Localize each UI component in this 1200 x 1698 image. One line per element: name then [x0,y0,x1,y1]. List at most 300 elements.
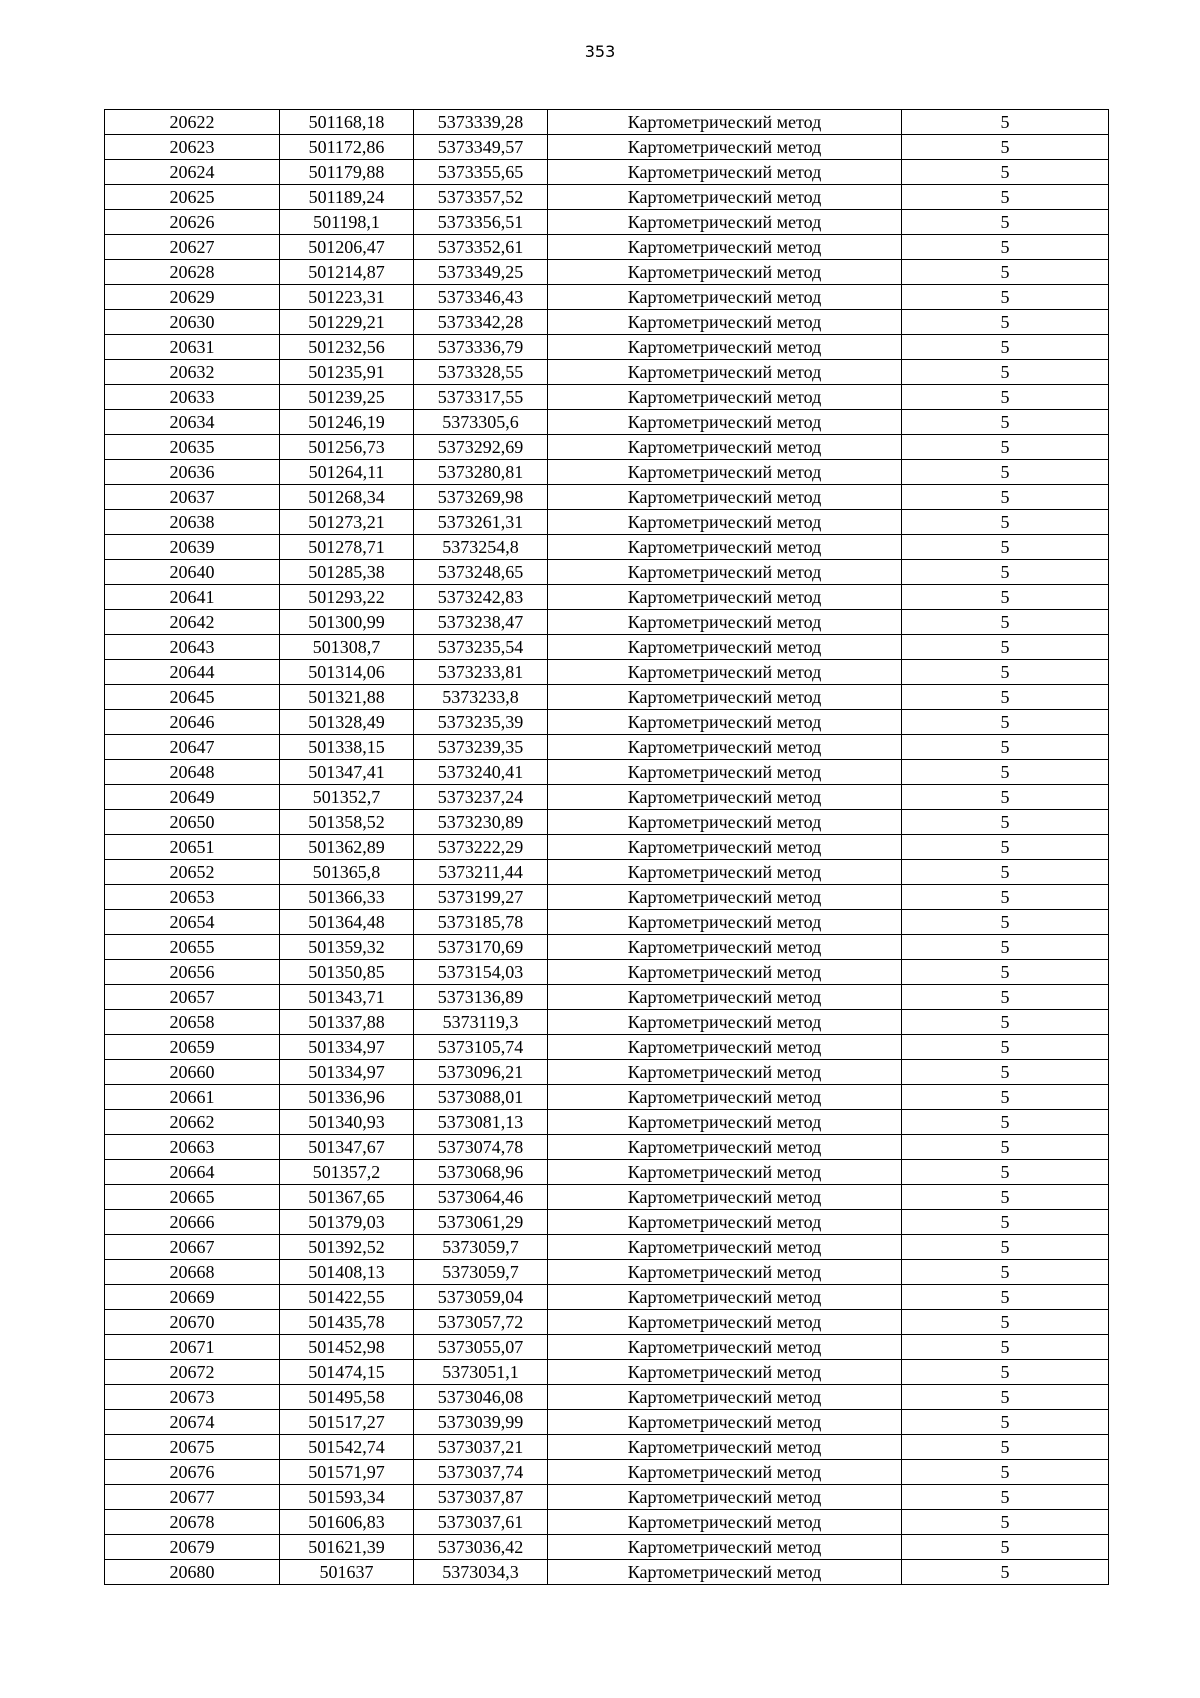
x-coordinate-cell: 501593,34 [280,1485,414,1510]
table-row [105,760,1109,785]
point-number-cell: 20668 [105,1260,280,1285]
accuracy-cell: 5 [902,460,1109,485]
table-row [105,1110,1109,1135]
table-row [105,1210,1109,1235]
table-row [105,235,1109,260]
method-cell: Картометрический метод [548,435,902,460]
method-cell: Картометрический метод [548,460,902,485]
y-coordinate-cell: 5373240,41 [414,760,548,785]
table-row [105,210,1109,235]
table-row [105,1185,1109,1210]
table-row [105,835,1109,860]
method-cell: Картометрический метод [548,385,902,410]
x-coordinate-cell: 501365,8 [280,860,414,885]
y-coordinate-cell: 5373034,3 [414,1560,548,1585]
x-coordinate-cell: 501308,7 [280,635,414,660]
method-cell: Картометрический метод [548,1460,902,1485]
y-coordinate-cell: 5373328,55 [414,360,548,385]
method-cell: Картометрический метод [548,985,902,1010]
table-row [105,310,1109,335]
table-row [105,1310,1109,1335]
point-number-cell: 20656 [105,960,280,985]
method-cell: Картометрический метод [548,935,902,960]
y-coordinate-cell: 5373037,21 [414,1435,548,1460]
method-cell: Картометрический метод [548,560,902,585]
y-coordinate-cell: 5373064,46 [414,1185,548,1210]
method-cell: Картометрический метод [548,1310,902,1335]
method-cell: Картометрический метод [548,710,902,735]
x-coordinate-cell: 501359,32 [280,935,414,960]
y-coordinate-cell: 5373261,31 [414,510,548,535]
y-coordinate-cell: 5373211,44 [414,860,548,885]
y-coordinate-cell: 5373119,3 [414,1010,548,1035]
x-coordinate-cell: 501366,33 [280,885,414,910]
accuracy-cell: 5 [902,1485,1109,1510]
accuracy-cell: 5 [902,1110,1109,1135]
y-coordinate-cell: 5373248,65 [414,560,548,585]
table-row [105,1360,1109,1385]
point-number-cell: 20658 [105,1010,280,1035]
table-row [105,1135,1109,1160]
y-coordinate-cell: 5373342,28 [414,310,548,335]
table-row [105,1285,1109,1310]
point-number-cell: 20633 [105,385,280,410]
x-coordinate-cell: 501172,86 [280,135,414,160]
point-number-cell: 20663 [105,1135,280,1160]
accuracy-cell: 5 [902,1510,1109,1535]
y-coordinate-cell: 5373039,99 [414,1410,548,1435]
method-cell: Картометрический метод [548,135,902,160]
y-coordinate-cell: 5373237,24 [414,785,548,810]
table-row [105,410,1109,435]
x-coordinate-cell: 501206,47 [280,235,414,260]
x-coordinate-cell: 501223,31 [280,285,414,310]
point-number-cell: 20647 [105,735,280,760]
y-coordinate-cell: 5373357,52 [414,185,548,210]
x-coordinate-cell: 501474,15 [280,1360,414,1385]
coordinates-table-body [105,110,1109,1585]
table-row [105,1060,1109,1085]
x-coordinate-cell: 501232,56 [280,335,414,360]
x-coordinate-cell: 501606,83 [280,1510,414,1535]
y-coordinate-cell: 5373336,79 [414,335,548,360]
point-number-cell: 20671 [105,1335,280,1360]
point-number-cell: 20677 [105,1485,280,1510]
point-number-cell: 20645 [105,685,280,710]
y-coordinate-cell: 5373239,35 [414,735,548,760]
point-number-cell: 20670 [105,1310,280,1335]
coordinates-table [104,109,1109,1585]
x-coordinate-cell: 501278,71 [280,535,414,560]
method-cell: Картометрический метод [548,1260,902,1285]
accuracy-cell: 5 [902,1235,1109,1260]
method-cell: Картометрический метод [548,1435,902,1460]
table-row [105,435,1109,460]
y-coordinate-cell: 5373074,78 [414,1135,548,1160]
method-cell: Картометрический метод [548,910,902,935]
method-cell: Картометрический метод [548,410,902,435]
point-number-cell: 20640 [105,560,280,585]
point-number-cell: 20623 [105,135,280,160]
y-coordinate-cell: 5373185,78 [414,910,548,935]
point-number-cell: 20629 [105,285,280,310]
y-coordinate-cell: 5373061,29 [414,1210,548,1235]
table-row [105,1335,1109,1360]
table-row [105,260,1109,285]
method-cell: Картометрический метод [548,310,902,335]
y-coordinate-cell: 5373046,08 [414,1385,548,1410]
method-cell: Картометрический метод [548,1010,902,1035]
method-cell: Картометрический метод [548,110,902,135]
accuracy-cell: 5 [902,935,1109,960]
point-number-cell: 20667 [105,1235,280,1260]
point-number-cell: 20636 [105,460,280,485]
table-row [105,1260,1109,1285]
method-cell: Картометрический метод [548,1160,902,1185]
point-number-cell: 20641 [105,585,280,610]
method-cell: Картометрический метод [548,610,902,635]
accuracy-cell: 5 [902,585,1109,610]
accuracy-cell: 5 [902,410,1109,435]
y-coordinate-cell: 5373105,74 [414,1035,548,1060]
method-cell: Картометрический метод [548,785,902,810]
table-row [105,1385,1109,1410]
method-cell: Картометрический метод [548,1135,902,1160]
x-coordinate-cell: 501229,21 [280,310,414,335]
y-coordinate-cell: 5373088,01 [414,1085,548,1110]
method-cell: Картометрический метод [548,535,902,560]
method-cell: Картометрический метод [548,1410,902,1435]
table-row [105,685,1109,710]
y-coordinate-cell: 5373059,7 [414,1235,548,1260]
x-coordinate-cell: 501321,88 [280,685,414,710]
x-coordinate-cell: 501214,87 [280,260,414,285]
method-cell: Картометрический метод [548,760,902,785]
point-number-cell: 20634 [105,410,280,435]
x-coordinate-cell: 501621,39 [280,1535,414,1560]
method-cell: Картометрический метод [548,810,902,835]
y-coordinate-cell: 5373305,6 [414,410,548,435]
point-number-cell: 20625 [105,185,280,210]
table-row [105,360,1109,385]
y-coordinate-cell: 5373055,07 [414,1335,548,1360]
x-coordinate-cell: 501452,98 [280,1335,414,1360]
x-coordinate-cell: 501337,88 [280,1010,414,1035]
x-coordinate-cell: 501285,38 [280,560,414,585]
accuracy-cell: 5 [902,160,1109,185]
x-coordinate-cell: 501571,97 [280,1460,414,1485]
x-coordinate-cell: 501435,78 [280,1310,414,1335]
x-coordinate-cell: 501350,85 [280,960,414,985]
y-coordinate-cell: 5373096,21 [414,1060,548,1085]
point-number-cell: 20639 [105,535,280,560]
accuracy-cell: 5 [902,1085,1109,1110]
method-cell: Картометрический метод [548,235,902,260]
y-coordinate-cell: 5373254,8 [414,535,548,560]
point-number-cell: 20676 [105,1460,280,1485]
x-coordinate-cell: 501300,99 [280,610,414,635]
table-row [105,860,1109,885]
accuracy-cell: 5 [902,1135,1109,1160]
point-number-cell: 20635 [105,435,280,460]
table-row [105,185,1109,210]
x-coordinate-cell: 501392,52 [280,1235,414,1260]
method-cell: Картометрический метод [548,260,902,285]
accuracy-cell: 5 [902,1460,1109,1485]
accuracy-cell: 5 [902,1435,1109,1460]
table-row [105,1410,1109,1435]
point-number-cell: 20661 [105,1085,280,1110]
accuracy-cell: 5 [902,360,1109,385]
method-cell: Картометрический метод [548,835,902,860]
y-coordinate-cell: 5373036,42 [414,1535,548,1560]
accuracy-cell: 5 [902,1560,1109,1585]
y-coordinate-cell: 5373242,83 [414,585,548,610]
table-row [105,1510,1109,1535]
accuracy-cell: 5 [902,760,1109,785]
point-number-cell: 20626 [105,210,280,235]
x-coordinate-cell: 501328,49 [280,710,414,735]
method-cell: Картометрический метод [548,1360,902,1385]
y-coordinate-cell: 5373269,98 [414,485,548,510]
x-coordinate-cell: 501239,25 [280,385,414,410]
point-number-cell: 20657 [105,985,280,1010]
x-coordinate-cell: 501637 [280,1560,414,1585]
accuracy-cell: 5 [902,660,1109,685]
method-cell: Картометрический метод [548,885,902,910]
table-row [105,1010,1109,1035]
accuracy-cell: 5 [902,1060,1109,1085]
y-coordinate-cell: 5373051,1 [414,1360,548,1385]
method-cell: Картометрический метод [548,685,902,710]
x-coordinate-cell: 501358,52 [280,810,414,835]
y-coordinate-cell: 5373352,61 [414,235,548,260]
x-coordinate-cell: 501189,24 [280,185,414,210]
point-number-cell: 20648 [105,760,280,785]
table-row [105,1235,1109,1260]
x-coordinate-cell: 501379,03 [280,1210,414,1235]
y-coordinate-cell: 5373170,69 [414,935,548,960]
x-coordinate-cell: 501179,88 [280,160,414,185]
x-coordinate-cell: 501362,89 [280,835,414,860]
point-number-cell: 20666 [105,1210,280,1235]
accuracy-cell: 5 [902,485,1109,510]
accuracy-cell: 5 [902,1285,1109,1310]
point-number-cell: 20662 [105,1110,280,1135]
y-coordinate-cell: 5373235,54 [414,635,548,660]
y-coordinate-cell: 5373317,55 [414,385,548,410]
table-row [105,885,1109,910]
y-coordinate-cell: 5373068,96 [414,1160,548,1185]
y-coordinate-cell: 5373037,87 [414,1485,548,1510]
accuracy-cell: 5 [902,1360,1109,1385]
point-number-cell: 20643 [105,635,280,660]
accuracy-cell: 5 [902,910,1109,935]
point-number-cell: 20674 [105,1410,280,1435]
method-cell: Картометрический метод [548,185,902,210]
method-cell: Картометрический метод [548,360,902,385]
point-number-cell: 20679 [105,1535,280,1560]
point-number-cell: 20652 [105,860,280,885]
method-cell: Картометрический метод [548,1485,902,1510]
method-cell: Картометрический метод [548,860,902,885]
method-cell: Картометрический метод [548,1210,902,1235]
table-row [105,585,1109,610]
table-row [105,160,1109,185]
y-coordinate-cell: 5373059,7 [414,1260,548,1285]
table-row [105,535,1109,560]
y-coordinate-cell: 5373349,57 [414,135,548,160]
method-cell: Картометрический метод [548,1235,902,1260]
accuracy-cell: 5 [902,1160,1109,1185]
point-number-cell: 20655 [105,935,280,960]
accuracy-cell: 5 [902,1535,1109,1560]
x-coordinate-cell: 501343,71 [280,985,414,1010]
method-cell: Картометрический метод [548,585,902,610]
y-coordinate-cell: 5373292,69 [414,435,548,460]
x-coordinate-cell: 501246,19 [280,410,414,435]
x-coordinate-cell: 501293,22 [280,585,414,610]
table-row [105,985,1109,1010]
table-row [105,1035,1109,1060]
accuracy-cell: 5 [902,385,1109,410]
y-coordinate-cell: 5373222,29 [414,835,548,860]
point-number-cell: 20680 [105,1560,280,1585]
y-coordinate-cell: 5373233,81 [414,660,548,685]
accuracy-cell: 5 [902,185,1109,210]
method-cell: Картометрический метод [548,1035,902,1060]
y-coordinate-cell: 5373136,89 [414,985,548,1010]
method-cell: Картометрический метод [548,510,902,535]
y-coordinate-cell: 5373280,81 [414,460,548,485]
x-coordinate-cell: 501495,58 [280,1385,414,1410]
table-row [105,910,1109,935]
point-number-cell: 20654 [105,910,280,935]
point-number-cell: 20675 [105,1435,280,1460]
point-number-cell: 20622 [105,110,280,135]
point-number-cell: 20631 [105,335,280,360]
y-coordinate-cell: 5373059,04 [414,1285,548,1310]
x-coordinate-cell: 501334,97 [280,1035,414,1060]
table-row [105,960,1109,985]
accuracy-cell: 5 [902,135,1109,160]
x-coordinate-cell: 501340,93 [280,1110,414,1135]
accuracy-cell: 5 [902,810,1109,835]
y-coordinate-cell: 5373238,47 [414,610,548,635]
accuracy-cell: 5 [902,735,1109,760]
method-cell: Картометрический метод [548,1560,902,1585]
point-number-cell: 20678 [105,1510,280,1535]
accuracy-cell: 5 [902,235,1109,260]
table-row [105,1485,1109,1510]
table-row [105,460,1109,485]
method-cell: Картометрический метод [548,1110,902,1135]
x-coordinate-cell: 501273,21 [280,510,414,535]
accuracy-cell: 5 [902,560,1109,585]
point-number-cell: 20627 [105,235,280,260]
table-row [105,810,1109,835]
point-number-cell: 20669 [105,1285,280,1310]
point-number-cell: 20673 [105,1385,280,1410]
point-number-cell: 20659 [105,1035,280,1060]
method-cell: Картометрический метод [548,635,902,660]
table-row [105,1160,1109,1185]
table-row [105,660,1109,685]
method-cell: Картометрический метод [548,960,902,985]
accuracy-cell: 5 [902,310,1109,335]
accuracy-cell: 5 [902,785,1109,810]
x-coordinate-cell: 501352,7 [280,785,414,810]
accuracy-cell: 5 [902,1185,1109,1210]
x-coordinate-cell: 501338,15 [280,735,414,760]
accuracy-cell: 5 [902,1010,1109,1035]
method-cell: Картометрический метод [548,285,902,310]
accuracy-cell: 5 [902,1260,1109,1285]
table-row [105,510,1109,535]
point-number-cell: 20665 [105,1185,280,1210]
accuracy-cell: 5 [902,685,1109,710]
point-number-cell: 20628 [105,260,280,285]
method-cell: Картометрический метод [548,1085,902,1110]
accuracy-cell: 5 [902,710,1109,735]
accuracy-cell: 5 [902,1335,1109,1360]
y-coordinate-cell: 5373057,72 [414,1310,548,1335]
y-coordinate-cell: 5373356,51 [414,210,548,235]
accuracy-cell: 5 [902,610,1109,635]
accuracy-cell: 5 [902,860,1109,885]
method-cell: Картометрический метод [548,210,902,235]
x-coordinate-cell: 501542,74 [280,1435,414,1460]
point-number-cell: 20644 [105,660,280,685]
accuracy-cell: 5 [902,535,1109,560]
y-coordinate-cell: 5373233,8 [414,685,548,710]
table-row [105,1085,1109,1110]
y-coordinate-cell: 5373349,25 [414,260,548,285]
table-row [105,785,1109,810]
x-coordinate-cell: 501357,2 [280,1160,414,1185]
table-row [105,285,1109,310]
accuracy-cell: 5 [902,960,1109,985]
table-row [105,735,1109,760]
accuracy-cell: 5 [902,885,1109,910]
point-number-cell: 20664 [105,1160,280,1185]
method-cell: Картометрический метод [548,335,902,360]
point-number-cell: 20638 [105,510,280,535]
y-coordinate-cell: 5373037,74 [414,1460,548,1485]
x-coordinate-cell: 501347,41 [280,760,414,785]
point-number-cell: 20650 [105,810,280,835]
page-number: 353 [584,42,616,61]
point-number-cell: 20649 [105,785,280,810]
point-number-cell: 20660 [105,1060,280,1085]
point-number-cell: 20672 [105,1360,280,1385]
x-coordinate-cell: 501367,65 [280,1185,414,1210]
table-row [105,385,1109,410]
y-coordinate-cell: 5373346,43 [414,285,548,310]
y-coordinate-cell: 5373037,61 [414,1510,548,1535]
method-cell: Картометрический метод [548,485,902,510]
x-coordinate-cell: 501256,73 [280,435,414,460]
method-cell: Картометрический метод [548,1335,902,1360]
accuracy-cell: 5 [902,835,1109,860]
accuracy-cell: 5 [902,335,1109,360]
table-row [105,710,1109,735]
y-coordinate-cell: 5373154,03 [414,960,548,985]
y-coordinate-cell: 5373355,65 [414,160,548,185]
x-coordinate-cell: 501422,55 [280,1285,414,1310]
point-number-cell: 20642 [105,610,280,635]
y-coordinate-cell: 5373235,39 [414,710,548,735]
